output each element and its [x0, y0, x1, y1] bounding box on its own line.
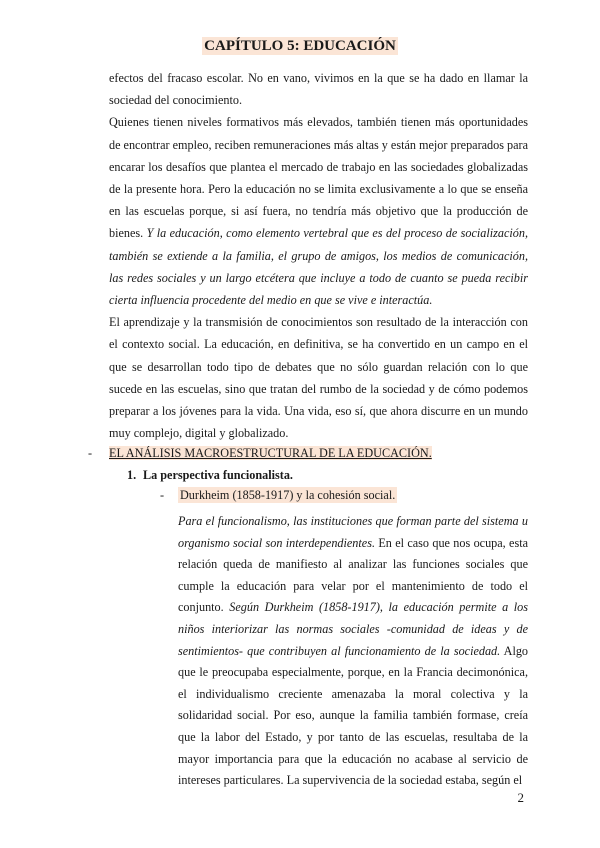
indented-text-2: Algo que le preocupaba especialmente, porque, en la Francia decimonónica, el individualismo creciente amenazaba la moral colectiva y la solidaridad social. Por eso, aunque la familia también formase, creía que la labor del Estado, y por tanto de las escuelas, resultaba de la mayor importancia para que la educación no acabase al servicio de intereses particulares. La supervivencia de la sociedad estaba, según el	[178, 643, 529, 788]
chapter-title-text: CAPÍTULO 5: EDUCACIÓN	[204, 38, 396, 54]
subsubsection-title: Durkheim (1858-1917) y la cohesión social.	[180, 488, 396, 502]
paragraph-2-italic: Y la educación, como elemento vertebral que es del proceso de socialización, también se extiende a la familia, el grupo de amigos, los medios de comunicación, las redes sociales y un largo etcétera que incluye a todo de cuanto se pueda recibir cierta influencia procedente del medio en que se vive e interactúa.	[109, 226, 529, 308]
chapter-title	[0, 36, 600, 56]
subsubsection-bullet: -	[160, 488, 165, 502]
body-text	[109, 67, 528, 444]
paragraph-3: El aprendizaje y la transmisión de conocimientos son resultado de la interacción con el contexto social. La educación, en definitiva, se ha convertido en un campo en el que se desarrollan todo tipo de debates que no sólo guardan relación con lo que sucede en las escuelas, sino que tratan del rumbo de la sociedad y de cómo podemos preparar a los jóvenes para la vida. Una vida, eso sí, que ahora discurre en un mundo muy complejo, digital y globalizado.	[109, 315, 528, 441]
indented-italic-1: Para el funcionalismo, las instituciones que forman parte del sistema u organismo social son interdependientes.	[178, 514, 528, 550]
section-heading	[88, 443, 538, 463]
indented-paragraph-body	[178, 511, 528, 792]
paragraph-2	[109, 111, 528, 311]
subsection-title: La perspectiva funcionalista.	[143, 468, 293, 482]
section-bullet: -	[88, 446, 93, 460]
subsection-heading	[127, 465, 293, 485]
indented-text-1: En el caso que nos ocupa, esta relación queda de manifiesto al analizar las funciones sociales que cumple la educación para velar por el mantenimiento de todo el conjunto.	[178, 535, 528, 615]
paragraph-2-text: Quienes tienen niveles formativos más elevados, también tienen más oportunidades de encontrar empleo, reciben remuneraciones más altas y están mejor preparados para encarar los desafíos que plantea el mercado de trabajo en las sociedades globalizadas de la presente hora. Pero la educación no se limita exclusivamente a lo que se enseña en las escuelas porque, si así fuera, no tendría más objetivo que la producción de bienes.	[109, 115, 528, 241]
indented-italic-2: Según Durkheim (1858-1917), la educación permite a los niños interiorizar las normas sociales -comunidad de ideas y de sentimientos- que contribuyen al funcionamiento de la sociedad.	[178, 600, 529, 658]
subsubsection-heading	[160, 485, 397, 505]
paragraph-1: efectos del fracaso escolar. No en vano, vivimos en la que se ha dado en llamar la sociedad del conocimiento.	[109, 71, 528, 108]
section-heading-text: EL ANÁLISIS MACROESTRUCTURAL DE LA EDUCACIÓN.	[109, 446, 432, 460]
indented-paragraph	[178, 511, 528, 792]
page-number: 2	[517, 790, 524, 805]
subsection-number: 1.	[127, 468, 137, 482]
